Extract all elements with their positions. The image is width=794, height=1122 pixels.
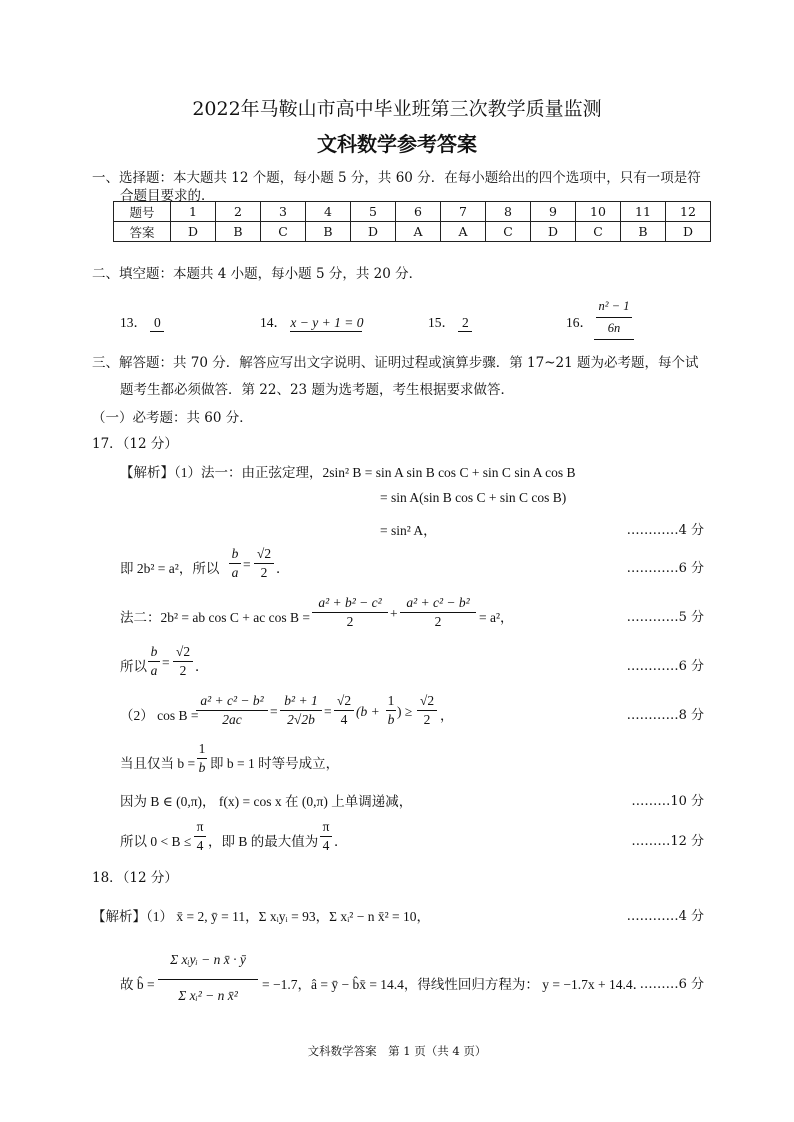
q17-label: 17．（12 分） [92,436,178,452]
q17-line10-num: π [196,819,204,834]
q17-line8-den: b [198,760,206,775]
q16-denominator: 6n [607,321,621,335]
table-cell: 4 [306,202,351,222]
q17-line7-eq1: = [270,704,278,719]
fraction-bar [196,710,268,711]
q17-line7-num1: a² + c² − b² [200,693,264,708]
q17-line10-mid: ，即 B 的最大值为 [208,834,319,849]
table-cell: A [396,222,441,242]
q16-underline [594,339,634,340]
q17-line7-num3: √2 [336,693,352,708]
q17-line6-eq: = [162,655,170,670]
q14-answer: x − y + 1 = 0 [290,315,364,330]
q17-line10-den: 4 [196,838,204,853]
q14 [260,311,362,332]
fraction-bar [254,563,274,564]
section1-header-line1: 一、选择题：本大题共 12 个题，每小题 5 分，共 60 分．在每小题给出的四个选项中，只有一项是符 [92,170,701,186]
q17-line4-num: b [231,546,239,561]
table-cell: B [306,222,351,242]
q18-line2-end: = −1.7，â = ȳ − b̂x̄ = 14.4，得线性回归方程为： y = −1.7x + 14.4． [262,977,647,992]
table-row-numbers [114,202,711,222]
table-cell-label: 题号 [114,202,171,222]
q18-line2-text: 故 b̂ = [120,977,155,992]
table-cell: 3 [261,202,306,222]
q17-line4-end: ． [276,561,290,576]
q17-line7-num2: b² + 1 [284,693,318,708]
table-cell: D [666,222,711,242]
q17-line7-den3: 4 [340,712,348,727]
q17-line7-den2: 2√2b [287,712,315,727]
document-title: 2022年马鞍山市高中毕业班第三次教学质量监测 [192,98,602,120]
q17-line7-num4: 1 [387,693,395,708]
q17-line7-eq2: = [324,704,332,719]
table-cell: 11 [621,202,666,222]
table-cell: D [531,222,576,242]
q18-line2-den: Σ xᵢ² − n x̄² [178,988,238,1003]
q18-score-6: ………6 分 [639,977,704,992]
q17-line10-text: 所以 0 < B ≤ [120,834,192,849]
q16-label: 16． [566,315,593,330]
table-cell: 2 [216,202,261,222]
fraction-bar [280,710,322,711]
q17-line2: = sin A(sin B cos C + sin C cos B) [380,490,567,505]
q17-line4-text: 即 2b² = a²，所以 [120,561,220,576]
q15-answer: 2 [458,315,472,332]
q14-label: 14． [260,315,287,330]
q17-line6-den2: 2 [179,663,187,678]
q17-line5-den2: 2 [434,614,442,629]
q17-line3: = sin² A， [380,523,437,538]
section3-header-line1: 三、解答题：共 70 分．解答应写出文字说明、证明过程或演算步骤．第 17~21 题为必考题，每个试 [92,355,699,371]
q18-label: 18．（12 分） [92,870,178,886]
table-cell: C [261,222,306,242]
q17-score-8: …………8 分 [626,708,704,723]
q13 [120,311,164,332]
q17-line6-den: a [150,663,158,678]
q17-line7-text: （2） cos B = [120,708,199,723]
page-footer: 文科数学答案 第 1 页（共 4 页） [307,1044,487,1058]
fraction-bar [386,710,396,711]
q13-label: 13． [120,315,147,330]
fraction-bar [158,979,258,980]
q17-line7-den4: b [387,712,395,727]
table-cell: 6 [396,202,441,222]
table-cell-label: 答案 [114,222,171,242]
q17-line6-text: 所以 [120,659,147,674]
table-cell: C [576,222,621,242]
fraction-bar [417,710,437,711]
q13-answer: 0 [150,315,164,332]
table-row-answers [114,222,711,242]
q17-score-6a: …………6 分 [626,561,704,576]
q17-line7-den1: 2ac [222,712,242,727]
table-cell: C [486,222,531,242]
q17-line4-num2: √2 [256,546,272,561]
q17-line7-num5: √2 [419,693,435,708]
q17-line10-end: ． [334,834,348,849]
section3-header-line2: 题考生都必须做答．第 22、23 题为选考题，考生根据要求做答． [120,382,514,398]
table-cell: A [441,222,486,242]
q17-line10-num2: π [322,819,330,834]
q18-line2-num: Σ xᵢyᵢ − n x̄ · ȳ [170,952,246,967]
q17-line5-text: 法二：2b² = ab cos C + ac cos B = [120,610,310,625]
section2-header: 二、填空题：本题共 4 小题，每小题 5 分，共 20 分． [92,266,423,282]
fraction-bar [197,758,207,759]
q17-score-10: ………10 分 [631,794,704,809]
q17-score-4: …………4 分 [626,523,704,538]
document-subtitle: 文科数学参考答案 [317,132,477,156]
table-cell: 1 [171,202,216,222]
table-cell: B [216,222,261,242]
table-cell: 7 [441,202,486,222]
q17-line6-num2: √2 [175,644,191,659]
q17-line5-plus: + [390,606,398,621]
table-cell: 12 [666,202,711,222]
fraction-bar [173,661,193,662]
q18-score-4: …………4 分 [626,909,704,924]
answer-table [113,201,711,242]
fraction-bar [148,661,160,662]
q17-score-12: ………12 分 [631,834,704,849]
q17-line4-den: a [231,565,239,580]
section3-subheader: （一）必考题：共 60 分． [92,410,253,426]
q17-line6-num: b [150,644,158,659]
q18-line1: 【解析】（1） x̄ = 2, ȳ = 11，Σ xᵢyᵢ = 93，Σ xᵢ² − n x̄² = 10， [92,909,431,924]
q17-line5-den1: 2 [346,614,354,629]
table-cell: 8 [486,202,531,222]
q17-line10-den2: 4 [322,838,330,853]
q17-line7-mid: (b + [356,704,380,719]
q16-fraction-bar [596,317,632,318]
q17-line5-num1: a² + b² − c² [318,595,382,610]
fraction-bar [229,563,241,564]
q17-line6-end: ． [195,659,209,674]
q16-numerator: n² − 1 [598,299,630,313]
q17-line9: 因为 B ∈ (0,π)， f(x) = cos x 在 (0,π) 上单调递减， [120,794,413,809]
q17-line7-end: ， [440,708,454,723]
section1-header-line2: 合题目要求的． [120,188,215,204]
q15-label: 15． [428,315,455,330]
table-cell: B [621,222,666,242]
fraction-bar [194,836,206,837]
q17-line8-end: 即 b = 1 时等号成立， [210,756,340,771]
q17-line8-num: 1 [198,741,206,756]
q17-line7-ge: ) ≥ [397,704,413,719]
q17-line5-end: = a²， [479,610,514,625]
fraction-bar [334,710,354,711]
table-cell: 5 [351,202,396,222]
q15 [428,311,472,332]
q17-line1: 【解析】（1）法一：由正弦定理，2sin² B = sin A sin B cos C + sin C sin A cos B [120,465,576,480]
fraction-bar [400,612,476,613]
q17-line4-den2: 2 [260,565,268,580]
q17-line4-eq: = [243,557,251,572]
fraction-bar [320,836,332,837]
fraction-bar [312,612,388,613]
q17-line8-text: 当且仅当 b = [120,756,196,771]
q17-score-5: …………5 分 [626,610,704,625]
q17-score-6b: …………6 分 [626,659,704,674]
q17-line7-den5: 2 [423,712,431,727]
table-cell: 10 [576,202,621,222]
table-cell: D [351,222,396,242]
q17-line5-num2: a² + c² − b² [406,595,470,610]
table-cell: D [171,222,216,242]
table-cell: 9 [531,202,576,222]
